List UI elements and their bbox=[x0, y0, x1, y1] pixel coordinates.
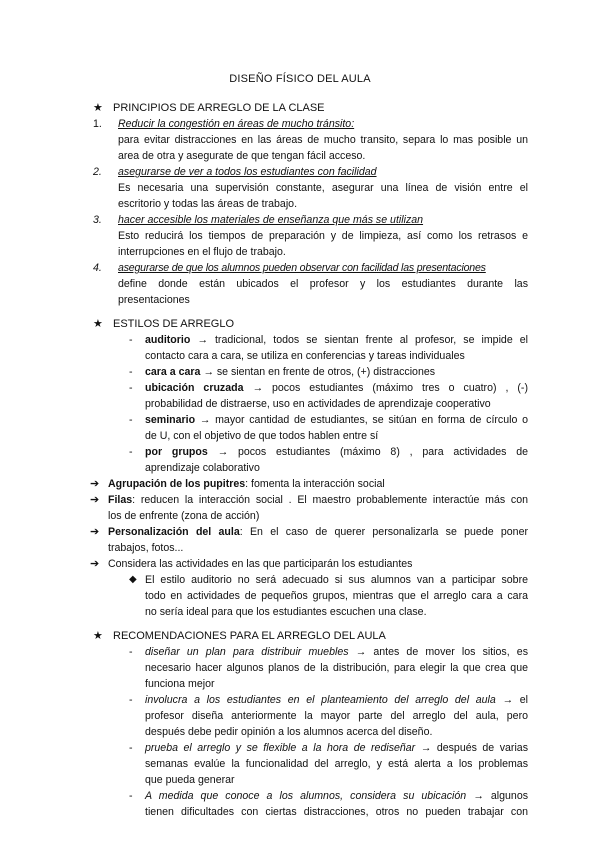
arrow-bullet-icon: ➔ bbox=[90, 478, 100, 490]
section-heading-principles: ★ PRINCIPIOS DE ARREGLO DE LA CLASE bbox=[93, 102, 325, 114]
section-heading-recommendations: ★ RECOMENDACIONES PARA EL ARREGLO DEL AULA bbox=[93, 630, 386, 642]
dash-bullet-icon: - bbox=[129, 366, 133, 378]
style-item: ubicación cruzada → pocos estudiantes (máximo tres o cuatro) , (-) probabilidad de distraerse, uso en actividades de aprendizaje cooperativo bbox=[145, 382, 528, 410]
page-title: DISEÑO FÍSICO DEL AULA bbox=[229, 73, 371, 85]
style-note: Considera las actividades en las que participarán los estudiantes bbox=[108, 558, 413, 570]
recommendation-item: diseñar un plan para distribuir muebles → antes de mover los sitios, es necesario hacer algunos planos de la distribución, para elegir la que crea que funciona mejor bbox=[145, 646, 528, 690]
dash-bullet-icon: - bbox=[129, 446, 133, 458]
style-note: Filas: reducen la interacción social . El maestro probablemente interactúe más con los de enfrente (zona de acción) bbox=[108, 494, 528, 522]
section-heading-styles: ★ ESTILOS DE ARREGLO bbox=[93, 318, 235, 330]
list-number: 1. bbox=[93, 118, 102, 130]
star-bullet-icon: ★ bbox=[93, 102, 103, 114]
style-item: cara a cara → se sientan en frente de otros, (+) distracciones bbox=[145, 366, 436, 378]
style-note: Personalización del aula: En el caso de querer personalizarla se puede poner trabajos, fotos... bbox=[108, 526, 528, 554]
star-bullet-icon: ★ bbox=[93, 630, 103, 642]
dash-bullet-icon: - bbox=[129, 334, 133, 346]
principle-item: Reducir la congestión en áreas de mucho tránsito: para evitar distracciones en las áreas de mucho transito, separa lo mas posible un area de otra y asegurate de que tengan fácil acceso. bbox=[118, 118, 528, 162]
style-subnote: El estilo auditorio no será adecuado si sus alumnos van a participar sobre todo en actividades de pequeños grupos, mientras que el arreglo cara a cara no sería ideal para que los estudiantes escuchen una clase. bbox=[145, 574, 528, 618]
style-note: Agrupación de los pupitres: fomenta la interacción social bbox=[108, 478, 385, 490]
recommendation-item: involucra a los estudiantes en el planteamiento del arreglo del aula → el profesor diseña anteriormente la mayor parte del arreglo del aula, pero después debe pedir opinión a los alumnos acerca del diseño. bbox=[145, 694, 528, 738]
recommendation-item: prueba el arreglo y se flexible a la hora de rediseñar → después de varias semanas evalúe la funcionalidad del arreglo, y está alerta a los problemas que pueda generar bbox=[145, 742, 528, 786]
diamond-bullet-icon: ◆ bbox=[129, 574, 137, 585]
arrow-bullet-icon: ➔ bbox=[90, 558, 100, 570]
dash-bullet-icon: - bbox=[129, 646, 133, 658]
star-bullet-icon: ★ bbox=[93, 318, 103, 330]
dash-bullet-icon: - bbox=[129, 382, 133, 394]
recommendation-item: A medida que conoce a los alumnos, considera su ubicación → algunos tienen dificultades con ciertas distracciones, otros no pueden trabajar con bbox=[145, 790, 529, 818]
principle-item: hacer accesible los materiales de enseñanza que más se utilizan Esto reducirá los tiempos de preparación y de limpieza, así como los retrasos e interrupciones en el flujo de trabajo. bbox=[118, 214, 528, 258]
principle-item: asegurarse de que los alumnos pueden observar con facilidad las presentaciones define donde están ubicados el profesor y los estudiantes durante las presentaciones bbox=[118, 262, 528, 306]
style-item: auditorio → tradicional, todos se sientan frente al profesor, se impide el contacto cara a cara, se utiliza en conferencias y tareas individuales bbox=[145, 334, 528, 362]
dash-bullet-icon: - bbox=[129, 694, 133, 706]
list-number: 2. bbox=[93, 166, 102, 178]
style-item: por grupos → pocos estudiantes (máximo 8) , para actividades de aprendizaje colaborativo bbox=[145, 446, 528, 474]
dash-bullet-icon: - bbox=[129, 790, 133, 802]
arrow-bullet-icon: ➔ bbox=[90, 526, 100, 538]
list-number: 3. bbox=[93, 214, 102, 226]
dash-bullet-icon: - bbox=[129, 414, 133, 426]
dash-bullet-icon: - bbox=[129, 742, 133, 754]
style-item: seminario → mayor cantidad de estudiantes, se sitúan en forma de círculo o de U, con el objetivo de que todos hablen entre sí bbox=[145, 414, 528, 442]
arrow-bullet-icon: ➔ bbox=[90, 494, 100, 506]
list-number: 4. bbox=[93, 262, 102, 274]
principle-item: asegurarse de ver a todos los estudiantes con facilidad Es necesaria una supervisión constante, asegurar una línea de visión entre el escritorio y todas las áreas de trabajo. bbox=[118, 166, 528, 210]
